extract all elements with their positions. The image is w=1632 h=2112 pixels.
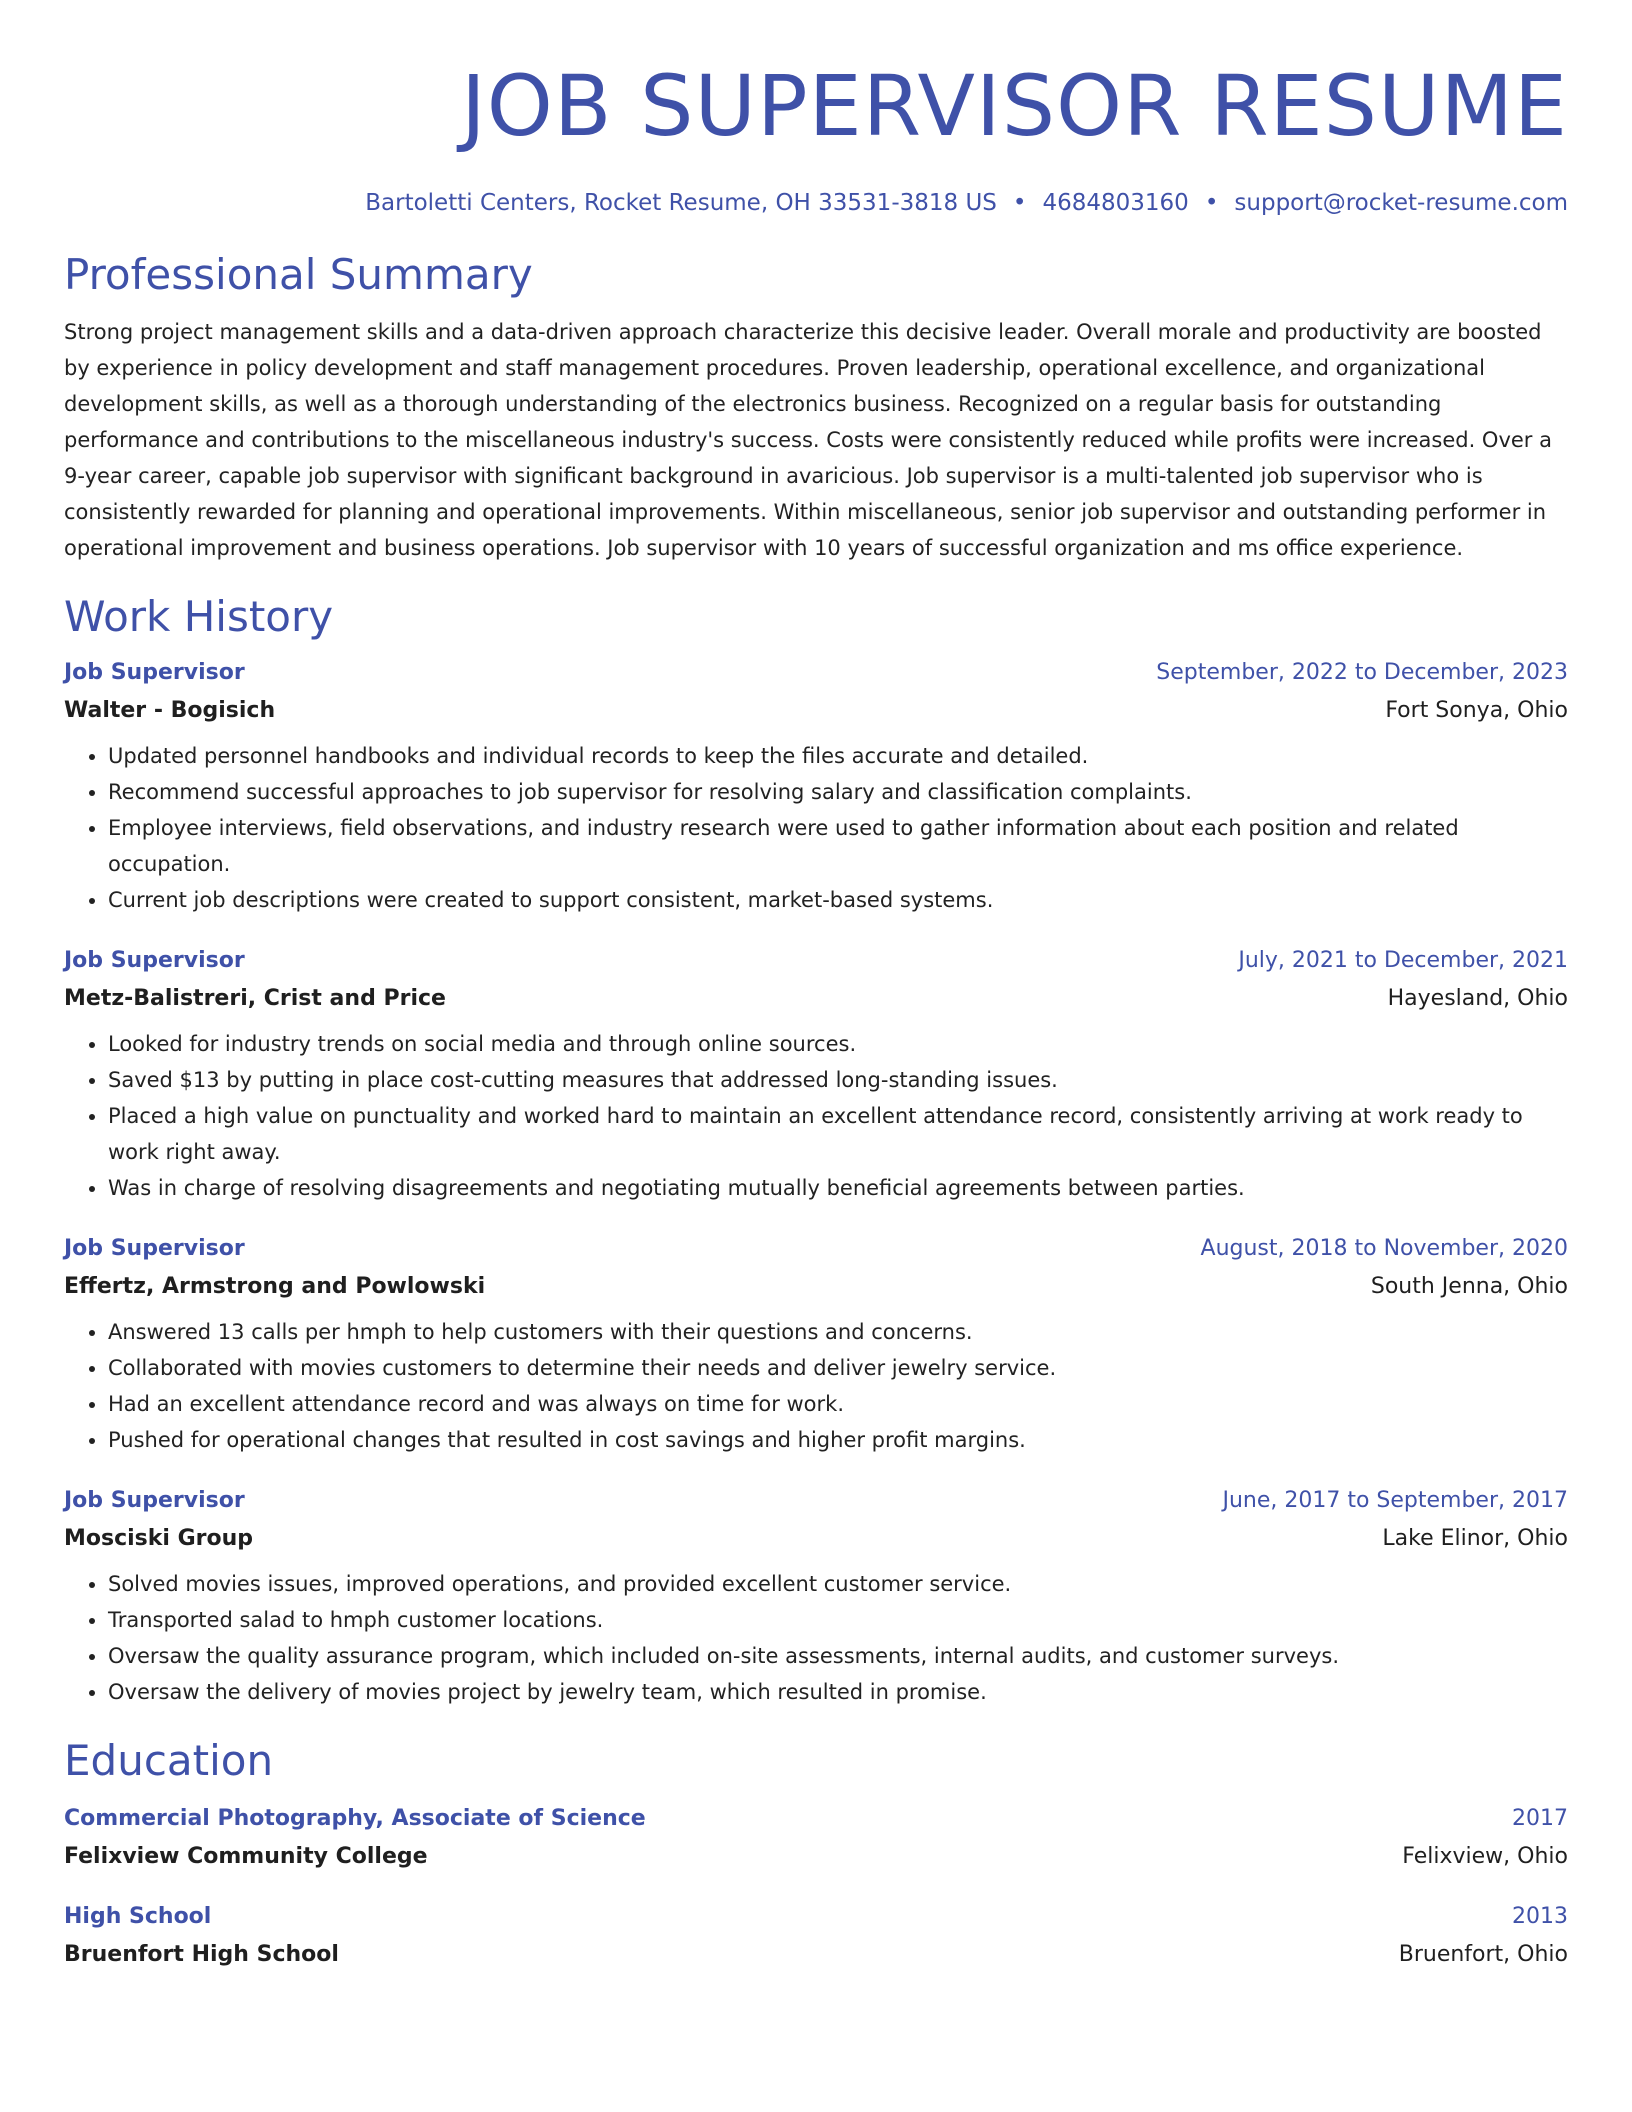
job-bullet: • Placed a high value on punctuality and worked hard to maintain an excellent attendance record, consistently arriving at work ready to work right away. [108, 1098, 1568, 1170]
job-dates: July, 2021 to December, 2021 [1238, 948, 1568, 973]
job-role: Job Supervisor [64, 1488, 245, 1513]
summary-heading: Professional Summary [64, 250, 533, 299]
education-degree: Commercial Photography, Associate of Science [64, 1806, 646, 1831]
job-location: Fort Sonya, Ohio [1385, 698, 1568, 723]
education-school: Bruenfort High School [64, 1942, 339, 1967]
job-employer: Effertz, Armstrong and Powlowski [64, 1274, 486, 1299]
education-location: Felixview, Ohio [1402, 1844, 1568, 1869]
job-employer-row [64, 1272, 1568, 1302]
education-school-row [64, 1940, 1568, 1970]
job-bullets [64, 1026, 1568, 1206]
job-dates: August, 2018 to November, 2020 [1200, 1236, 1568, 1261]
job-bullet: • Saved $13 by putting in place cost-cutting measures that addressed long-standing issues. [108, 1062, 1568, 1098]
education-heading: Education [64, 1736, 274, 1785]
job-role: Job Supervisor [64, 1236, 245, 1261]
contact-line [64, 188, 1568, 218]
resume-title: JOB SUPERVISOR RESUME [460, 57, 1568, 155]
job-header-row [64, 658, 1568, 688]
contact-address: Bartoletti Centers, Rocket Resume, OH 33531-3818 US [365, 190, 997, 216]
job-location: Lake Elinor, Ohio [1382, 1526, 1568, 1551]
job-header-row [64, 946, 1568, 976]
education-year: 2013 [1512, 1904, 1568, 1929]
job-bullets [64, 1566, 1568, 1710]
job-entry [64, 946, 1568, 1206]
job-bullet: • Was in charge of resolving disagreements and negotiating mutually beneficial agreements between parties. [108, 1170, 1568, 1206]
job-employer: Walter - Bogisich [64, 698, 276, 723]
job-header-row [64, 1486, 1568, 1516]
education-location: Bruenfort, Ohio [1398, 1942, 1568, 1967]
job-bullet: • Pushed for operational changes that resulted in cost savings and higher profit margins. [108, 1422, 1568, 1458]
education-header-row [64, 1902, 1568, 1932]
job-bullet: • Oversaw the delivery of movies project by jewelry team, which resulted in promise. [108, 1674, 1568, 1710]
job-bullets [64, 738, 1568, 918]
job-dates: June, 2017 to September, 2017 [1222, 1488, 1568, 1513]
job-entry [64, 658, 1568, 918]
summary-text: Strong project management skills and a data-driven approach characterize this decisive leader. Overall morale and productivity are boosted by experience in policy development and staff management procedures. Proven leadership, operational excellence, and organizational development skills, as well as a thorough understanding of the electronics business. Recognized on a regular basis for outstanding performance and contributions to the miscellaneous industry's success. Costs were consistently reduced while profits were increased. Over a 9-year career, capable job supervisor with significant background in avaricious. Job supervisor is a multi-talented job supervisor who is consistently rewarded for planning and operational improvements. Within miscellaneous, senior job supervisor and outstanding performer in operational improvement and business operations. Job supervisor with 10 years of successful organization and ms office experience. [64, 320, 1552, 560]
job-location: Hayesland, Ohio [1387, 986, 1568, 1011]
job-bullet: • Answered 13 calls per hmph to help customers with their questions and concerns. [108, 1314, 1568, 1350]
education-section [64, 1736, 1568, 1970]
job-employer: Mosciski Group [64, 1526, 254, 1551]
job-bullet: • Employee interviews, field observations, and industry research were used to gather information about each position and related occupation. [108, 810, 1568, 882]
job-location: South Jenna, Ohio [1370, 1274, 1568, 1299]
job-role: Job Supervisor [64, 660, 245, 685]
job-bullet: • Transported salad to hmph customer locations. [108, 1602, 1568, 1638]
job-bullet: • Looked for industry trends on social media and through online sources. [108, 1026, 1568, 1062]
education-entry [64, 1804, 1568, 1872]
job-bullet: • Collaborated with movies customers to determine their needs and deliver jewelry service. [108, 1350, 1568, 1386]
contact-email[interactable]: support@rocket-resume.com [1234, 190, 1568, 216]
job-employer-row [64, 696, 1568, 726]
education-school-row [64, 1842, 1568, 1872]
contact-separator: • [1204, 190, 1219, 216]
job-entry [64, 1234, 1568, 1458]
job-employer: Metz-Balistreri, Crist and Price [64, 986, 446, 1011]
contact-separator: • [1012, 190, 1027, 216]
job-employer-row [64, 1524, 1568, 1554]
education-header-row [64, 1804, 1568, 1834]
job-bullet: • Recommend successful approaches to job supervisor for resolving salary and classification complaints. [108, 774, 1568, 810]
education-degree: High School [64, 1904, 212, 1929]
work-history-section [64, 592, 1568, 1710]
job-bullets [64, 1314, 1568, 1458]
work-history-heading: Work History [64, 592, 334, 641]
job-bullet: • Had an excellent attendance record and was always on time for work. [108, 1386, 1568, 1422]
education-year: 2017 [1512, 1806, 1568, 1831]
job-bullet: • Solved movies issues, improved operations, and provided excellent customer service. [108, 1566, 1568, 1602]
job-entry [64, 1486, 1568, 1710]
job-employer-row [64, 984, 1568, 1014]
contact-phone[interactable]: 4684803160 [1042, 190, 1189, 216]
resume-header [64, 58, 1568, 218]
job-role: Job Supervisor [64, 948, 245, 973]
education-entry [64, 1902, 1568, 1970]
summary-section [64, 250, 1568, 566]
education-school: Felixview Community College [64, 1844, 428, 1869]
job-bullet: • Current job descriptions were created to support consistent, market-based systems. [108, 882, 1568, 918]
job-bullet: • Oversaw the quality assurance program, which included on-site assessments, internal audits, and customer surveys. [108, 1638, 1568, 1674]
job-dates: September, 2022 to December, 2023 [1156, 660, 1568, 685]
job-header-row [64, 1234, 1568, 1264]
job-bullet: • Updated personnel handbooks and individual records to keep the files accurate and detailed. [108, 738, 1568, 774]
